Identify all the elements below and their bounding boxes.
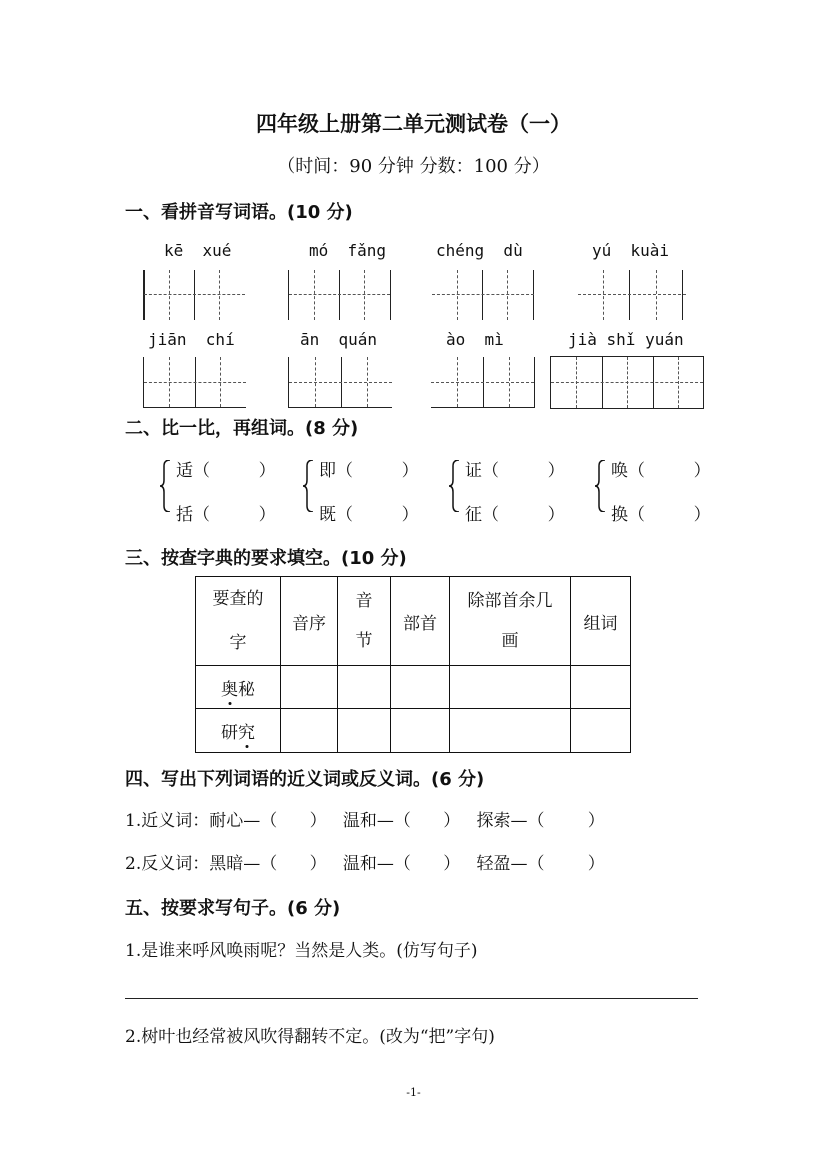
compare-item-top[interactable]: 即（ ）: [319, 461, 419, 481]
section-1-heading: 一、看拼音写词语。(10 分): [125, 202, 353, 223]
header-word: 组词: [571, 577, 631, 666]
compare-group-3: [449, 456, 584, 525]
answer-cell[interactable]: [338, 709, 391, 753]
pinyin-4: yú kuài: [592, 241, 670, 260]
pinyin-2: mó fǎng: [309, 241, 387, 260]
answer-cell[interactable]: [571, 709, 631, 753]
page-number: -1-: [406, 1086, 421, 1099]
brace-icon: [449, 460, 461, 512]
answer-cell[interactable]: [450, 709, 571, 753]
compare-item-top[interactable]: 适（ ）: [176, 461, 276, 481]
section-2-heading: 二、比一比，再组词。(8 分): [125, 418, 359, 439]
dotted-char: 究: [238, 723, 255, 743]
answer-cell[interactable]: [450, 666, 571, 709]
antonym-line[interactable]: 2.反义词：黑暗—（ ） 温和—（ ） 轻盈—（ ）: [125, 854, 605, 874]
lookup-word: 研究: [196, 709, 281, 753]
header-syllable: 音 节: [338, 577, 391, 666]
compare-item-bottom[interactable]: 征（ ）: [465, 505, 565, 525]
writing-grid-6[interactable]: [288, 357, 392, 408]
answer-cell[interactable]: [281, 666, 338, 709]
answer-cell[interactable]: [571, 666, 631, 709]
dictionary-table: [195, 576, 631, 753]
pinyin-3: chéng dù: [436, 241, 523, 260]
compare-group-4: [595, 456, 730, 525]
pinyin-5: jiān chí: [148, 330, 235, 349]
header-radical: 部首: [391, 577, 450, 666]
table-row: [196, 666, 631, 709]
compare-group-2: [303, 456, 438, 525]
answer-line[interactable]: [125, 998, 698, 999]
compare-item-bottom[interactable]: 括（ ）: [176, 505, 276, 525]
compare-item-top[interactable]: 唤（ ）: [611, 461, 711, 481]
header-strokes: 除部首余几 画: [450, 577, 571, 666]
section-4-heading: 四、写出下列词语的近义词或反义词。(6 分): [125, 769, 485, 790]
writing-grid-1[interactable]: [143, 270, 245, 320]
section-5-heading: 五、按要求写句子。(6 分): [125, 898, 341, 919]
compare-item-bottom[interactable]: 换（ ）: [611, 505, 711, 525]
compare-item-top[interactable]: 证（ ）: [465, 461, 565, 481]
writing-grid-3[interactable]: [432, 270, 534, 320]
sentence-question-2: 2.树叶也经常被风吹得翻转不定。(改为“把”字句): [125, 1027, 495, 1047]
pinyin-6: ān quán: [300, 330, 378, 349]
lookup-word: 奥秘: [196, 666, 281, 709]
answer-cell[interactable]: [391, 709, 450, 753]
header-initial: 音序: [281, 577, 338, 666]
sentence-question-1: 1.是谁来呼风唤雨呢？当然是人类。(仿写句子): [125, 941, 478, 961]
answer-cell[interactable]: [391, 666, 450, 709]
compare-item-bottom[interactable]: 既（ ）: [319, 505, 419, 525]
header-char: 要查的 字: [196, 577, 281, 666]
pinyin-8: jià shǐ yuán: [568, 330, 684, 349]
brace-icon: [303, 460, 315, 512]
writing-grid-2[interactable]: [288, 270, 390, 320]
dotted-char: 奥: [221, 679, 238, 700]
section-3-heading: 三、按查字典的要求填空。(10 分): [125, 548, 407, 569]
answer-cell[interactable]: [338, 666, 391, 709]
writing-grid-4[interactable]: [578, 270, 686, 320]
answer-cell[interactable]: [281, 709, 338, 753]
writing-grid-5[interactable]: [143, 357, 246, 408]
page-title: 四年级上册第二单元测试卷（一）: [256, 112, 571, 136]
brace-icon: [595, 460, 607, 512]
writing-grid-7[interactable]: [431, 357, 535, 408]
synonym-line[interactable]: 1.近义词：耐心—（ ） 温和—（ ） 探索—（ ）: [125, 811, 605, 831]
pinyin-1: kē xué: [164, 241, 232, 260]
writing-grid-8[interactable]: [550, 356, 704, 409]
page-subtitle: （时间：90 分钟 分数：100 分）: [277, 156, 550, 177]
table-row: [196, 709, 631, 753]
pinyin-7: ào mì: [446, 330, 504, 349]
compare-group-1: [160, 456, 295, 525]
brace-icon: [160, 460, 172, 512]
